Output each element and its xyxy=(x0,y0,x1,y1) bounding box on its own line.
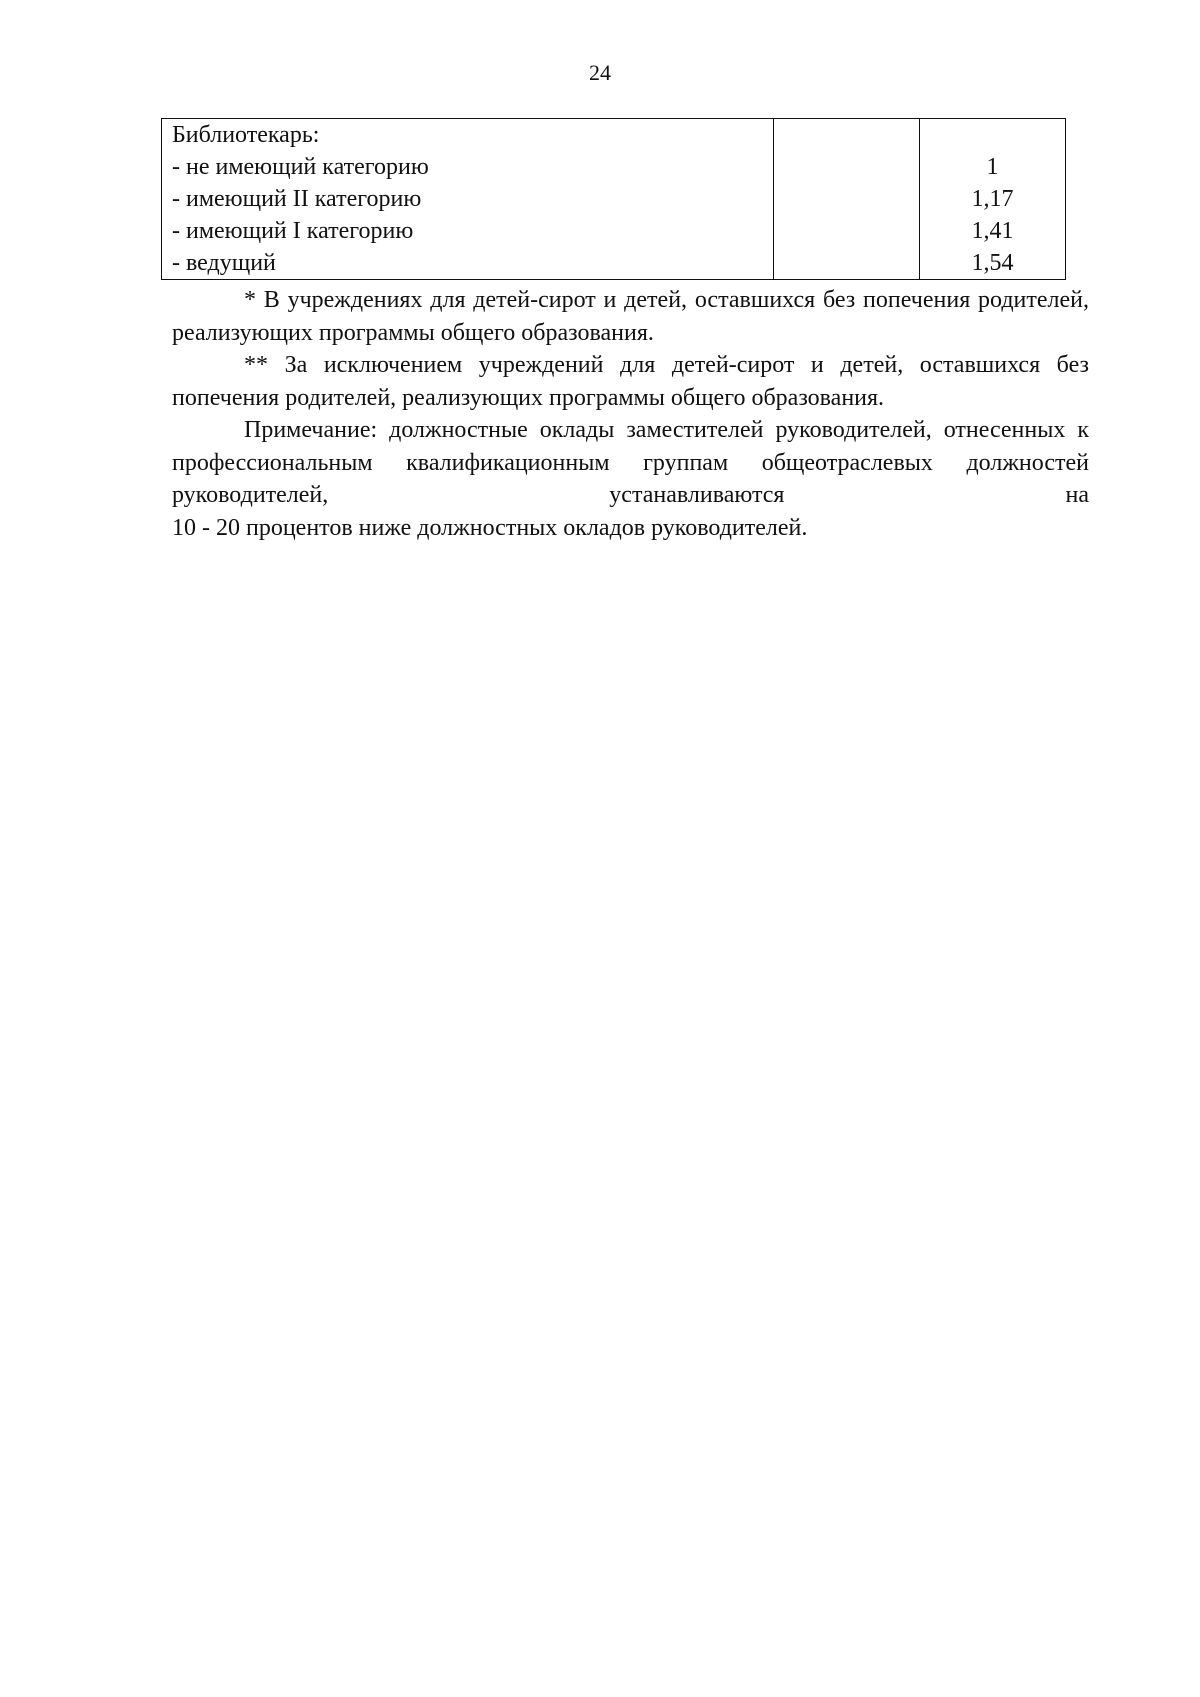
category-label: - имеющий I категорию xyxy=(172,218,414,244)
category-label: - ведущий xyxy=(172,250,276,276)
remark-paragraph-end: 10 - 20 процентов ниже должностных окладов руководителей. xyxy=(172,514,808,541)
salary-coefficient-table xyxy=(161,118,1066,280)
coefficient-value: 1,41 xyxy=(971,218,1014,244)
category-label: - не имеющий категорию xyxy=(172,154,429,180)
coefficient-spacer xyxy=(930,119,1065,151)
coefficient-value: 1 xyxy=(986,154,999,180)
footnote-2: ** За исключением учреждений для детей-сирот и детей, оставшихся без попечения родителей, реализующих программы общего образования. xyxy=(172,352,1089,411)
coefficient-cell xyxy=(920,119,1066,280)
notes-section xyxy=(172,284,1089,544)
page-number: 24 xyxy=(589,60,611,85)
coefficient-value: 1,54 xyxy=(971,250,1014,276)
coefficient-value: 1,17 xyxy=(971,186,1014,212)
position-cell xyxy=(162,119,774,280)
category-label: - имеющий II категорию xyxy=(172,186,422,212)
table-row xyxy=(162,119,1066,280)
remark-paragraph: Примечание: должностные оклады заместителей руководителей, отнесенных к профессиональным квалификационным группам общеотраслевых должностей руководителей, устанавливаются на xyxy=(172,417,1089,508)
empty-cell xyxy=(774,119,920,280)
footnote-1: * В учреждениях для детей-сирот и детей, оставшихся без попечения родителей, реализующих программы общего образования. xyxy=(172,287,1089,346)
position-title: Библиотекарь: xyxy=(172,122,320,148)
